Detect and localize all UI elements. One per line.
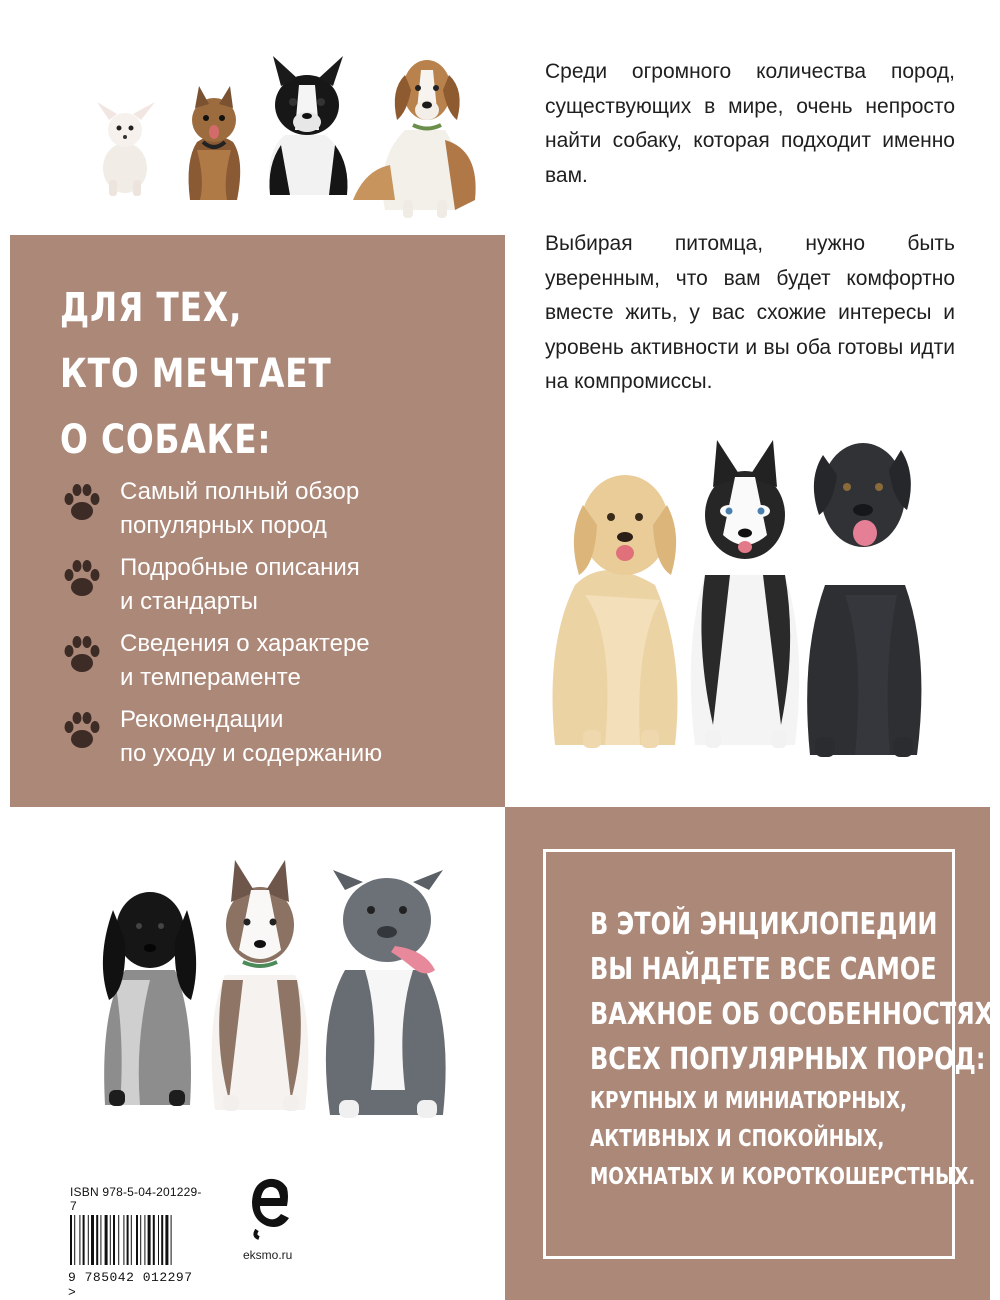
barcode-bar — [127, 1215, 129, 1265]
husky-image — [691, 440, 799, 748]
headline-line-2: КТО МЕЧТАЕТ — [60, 351, 332, 397]
yorkie-image — [189, 86, 241, 200]
publisher-site: eksmo.ru — [243, 1248, 293, 1262]
intro-text — [545, 55, 955, 434]
barcode-bar — [171, 1215, 172, 1265]
feature-line-1: Сведения о характере — [120, 630, 370, 657]
feature-line-2: популярных пород — [120, 512, 327, 539]
feature-line-2: и темпераменте — [120, 664, 301, 691]
barcode-bar — [83, 1215, 85, 1265]
encyclopedia-line-2: ВЫ НАЙДЕТЕ ВСЕ САМОЕ — [590, 952, 937, 987]
feature-line-2: по уходу и содержанию — [120, 740, 383, 767]
barcode-bar — [70, 1215, 72, 1265]
encyclopedia-line-1: В ЭТОЙ ЭНЦИКЛОПЕДИИ — [590, 907, 938, 942]
paw-icon — [60, 633, 104, 677]
feature-line-1: Подробные описания — [120, 554, 360, 581]
barcode-bar — [153, 1215, 155, 1265]
barcode-bar — [123, 1215, 124, 1265]
encyclopedia-text — [590, 902, 1000, 1196]
cocker-spaniel-image — [103, 892, 196, 1106]
feature-line-2: и стандарты — [120, 588, 258, 615]
paw-icon — [60, 709, 104, 753]
chihuahua-image — [97, 102, 155, 196]
barcode-bar — [161, 1215, 163, 1265]
barcode-bar — [74, 1215, 75, 1265]
feature-item — [55, 627, 495, 695]
feature-item — [55, 703, 495, 771]
feature-line-1: Самый полный обзор — [120, 478, 360, 505]
encyclopedia-line-6: АКТИВНЫХ И СПОКОЙНЫХ, — [590, 1126, 885, 1152]
feature-item — [55, 551, 495, 619]
medium-dogs-photo — [95, 860, 460, 1125]
barcode-bar — [79, 1215, 80, 1265]
feature-line-1: Рекомендации — [120, 706, 284, 733]
intro-paragraph-2: Выбирая питомца, нужно быть уверенным, что вам будет комфортно вместе жить, у вас схожие интересы и уровень активности и вы оба готовы идти на компромиссы. — [545, 232, 955, 393]
features-panel — [10, 235, 505, 807]
barcode-bar — [88, 1215, 89, 1265]
cane-corso-image — [807, 443, 921, 757]
barcode-bar — [136, 1215, 138, 1265]
barcode-bar — [140, 1215, 141, 1265]
beagle-image — [353, 60, 476, 218]
barcode-bar — [165, 1215, 168, 1265]
paw-icon — [60, 557, 104, 601]
encyclopedia-line-4: ВСЕХ ПОПУЛЯРНЫХ ПОРОД: — [590, 1042, 986, 1077]
feature-item — [55, 475, 495, 543]
barcode-bar — [96, 1215, 98, 1265]
isbn-text: ISBN 978-5-04-201229-7 — [70, 1185, 202, 1213]
encyclopedia-line-3: ВАЖНОЕ ОБ ОСОБЕННОСТЯХ — [590, 997, 994, 1032]
headline — [60, 275, 391, 473]
eksmo-logo-icon — [243, 1170, 303, 1240]
barcode-image — [68, 1215, 196, 1265]
encyclopedia-line-7: МОХНАТЫХ И КОРОТКОШЕРСТНЫХ. — [590, 1164, 976, 1190]
barcode-bar — [91, 1215, 94, 1265]
barcode-block — [68, 1185, 208, 1300]
feature-list — [55, 475, 495, 779]
barcode-bar — [113, 1215, 115, 1265]
headline-line-1: ДЛЯ ТЕХ, — [60, 285, 243, 331]
barcode-bar — [100, 1215, 101, 1265]
large-dogs-photo — [545, 425, 935, 770]
paw-icon — [60, 481, 104, 525]
encyclopedia-line-5: КРУПНЫХ И МИНИАТЮРНЫХ, — [590, 1088, 907, 1114]
malamute-puppy-image — [212, 860, 309, 1111]
barcode-bar — [105, 1215, 108, 1265]
headline-line-3: О СОБАКЕ: — [60, 417, 272, 463]
barcode-digits: 9 785042 012297 > — [68, 1270, 193, 1300]
barcode-bar — [118, 1215, 119, 1265]
intro-paragraph-1: Среди огромного количества пород, существующих в мире, очень непросто найти собаку, которая подходит именно вам. — [545, 60, 955, 187]
golden-retriever-image — [553, 475, 678, 748]
pit-bull-image — [326, 870, 446, 1118]
barcode-bar — [110, 1215, 111, 1265]
small-dogs-photo — [85, 50, 485, 225]
french-bulldog-image — [269, 56, 348, 195]
barcode-bar — [158, 1215, 159, 1265]
barcode-bar — [144, 1215, 145, 1265]
barcode-bar — [148, 1215, 151, 1265]
barcode-bar — [131, 1215, 132, 1265]
